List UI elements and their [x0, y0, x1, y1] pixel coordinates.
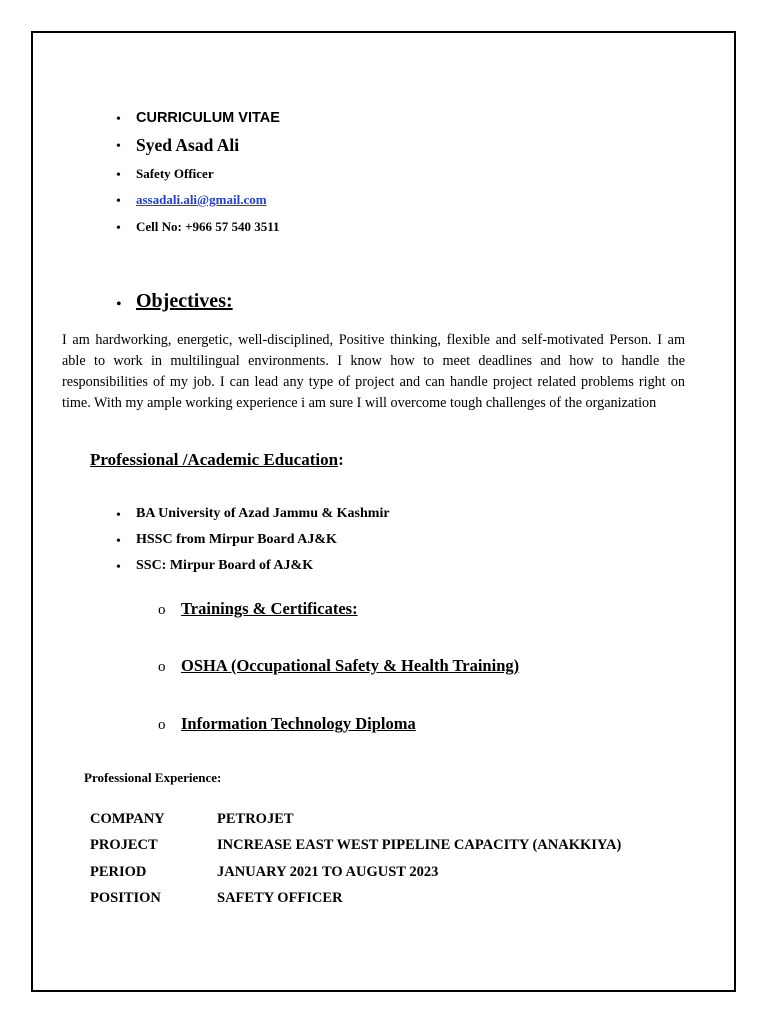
training-item: Trainings & Certificates:: [181, 599, 358, 618]
experience-value: SAFETY OFFICER: [217, 890, 343, 907]
job-title: Safety Officer: [136, 166, 214, 181]
education-item: SSC: Mirpur Board of AJ&K: [136, 558, 314, 573]
candidate-name: Syed Asad Ali: [136, 135, 240, 155]
circle-bullet: o: [158, 659, 166, 675]
circle-bullet: o: [158, 602, 166, 618]
education-item: BA University of Azad Jammu & Kashmir: [136, 506, 390, 521]
experience-heading: Professional Experience:: [84, 770, 222, 785]
bullet-dot: •: [116, 560, 121, 575]
table-row: [90, 806, 621, 833]
experience-value: PETROJET: [217, 810, 294, 827]
education-heading-text: Professional /Academic Education: [90, 450, 339, 469]
table-row: [90, 859, 621, 886]
education-heading: [90, 450, 344, 470]
objectives-heading: Objectives:: [136, 290, 233, 312]
table-row: [90, 886, 621, 913]
training-item: OSHA (Occupational Safety & Health Training): [181, 656, 520, 675]
experience-key: PROJECT: [90, 837, 158, 854]
bullet-dot: •: [116, 139, 121, 154]
bullet-dot: •: [116, 508, 121, 523]
experience-value: INCREASE EAST WEST PIPELINE CAPACITY (ANAKKIYA): [217, 837, 622, 854]
bullet-dot: •: [116, 221, 121, 236]
email-link[interactable]: assadali.ali@gmail.com: [136, 192, 267, 207]
experience-key: PERIOD: [90, 863, 147, 880]
circle-bullet: o: [158, 717, 166, 733]
experience-table: [90, 806, 621, 912]
education-item: HSSC from Mirpur Board AJ&K: [136, 532, 337, 547]
experience-value: JANUARY 2021 TO AUGUST 2023: [217, 863, 439, 880]
bullet-dot: •: [116, 168, 121, 183]
bullet-dot: •: [116, 534, 121, 549]
cell-number: Cell No: +966 57 540 3511: [136, 219, 280, 234]
experience-key: POSITION: [90, 890, 161, 907]
cv-title: CURRICULUM VITAE: [136, 110, 280, 126]
bullet-dot: •: [116, 296, 122, 313]
education-heading-colon: :: [338, 450, 344, 469]
bullet-dot: •: [116, 194, 121, 209]
table-row: [90, 833, 621, 860]
objectives-paragraph: I am hardworking, energetic, well-disciplined, Positive thinking, flexible and self-motivated Person. I am able to work in multilingual environments. I know how to meet deadlines and how to handle the responsibilities of my job. I can lead any type of project and can handle project related problems right on time. With my ample working experience i am sure I will overcome tough challenges of the organization: [62, 332, 685, 411]
training-item: Information Technology Diploma: [181, 714, 416, 733]
bullet-dot: •: [116, 112, 121, 127]
experience-key: COMPANY: [90, 810, 165, 827]
